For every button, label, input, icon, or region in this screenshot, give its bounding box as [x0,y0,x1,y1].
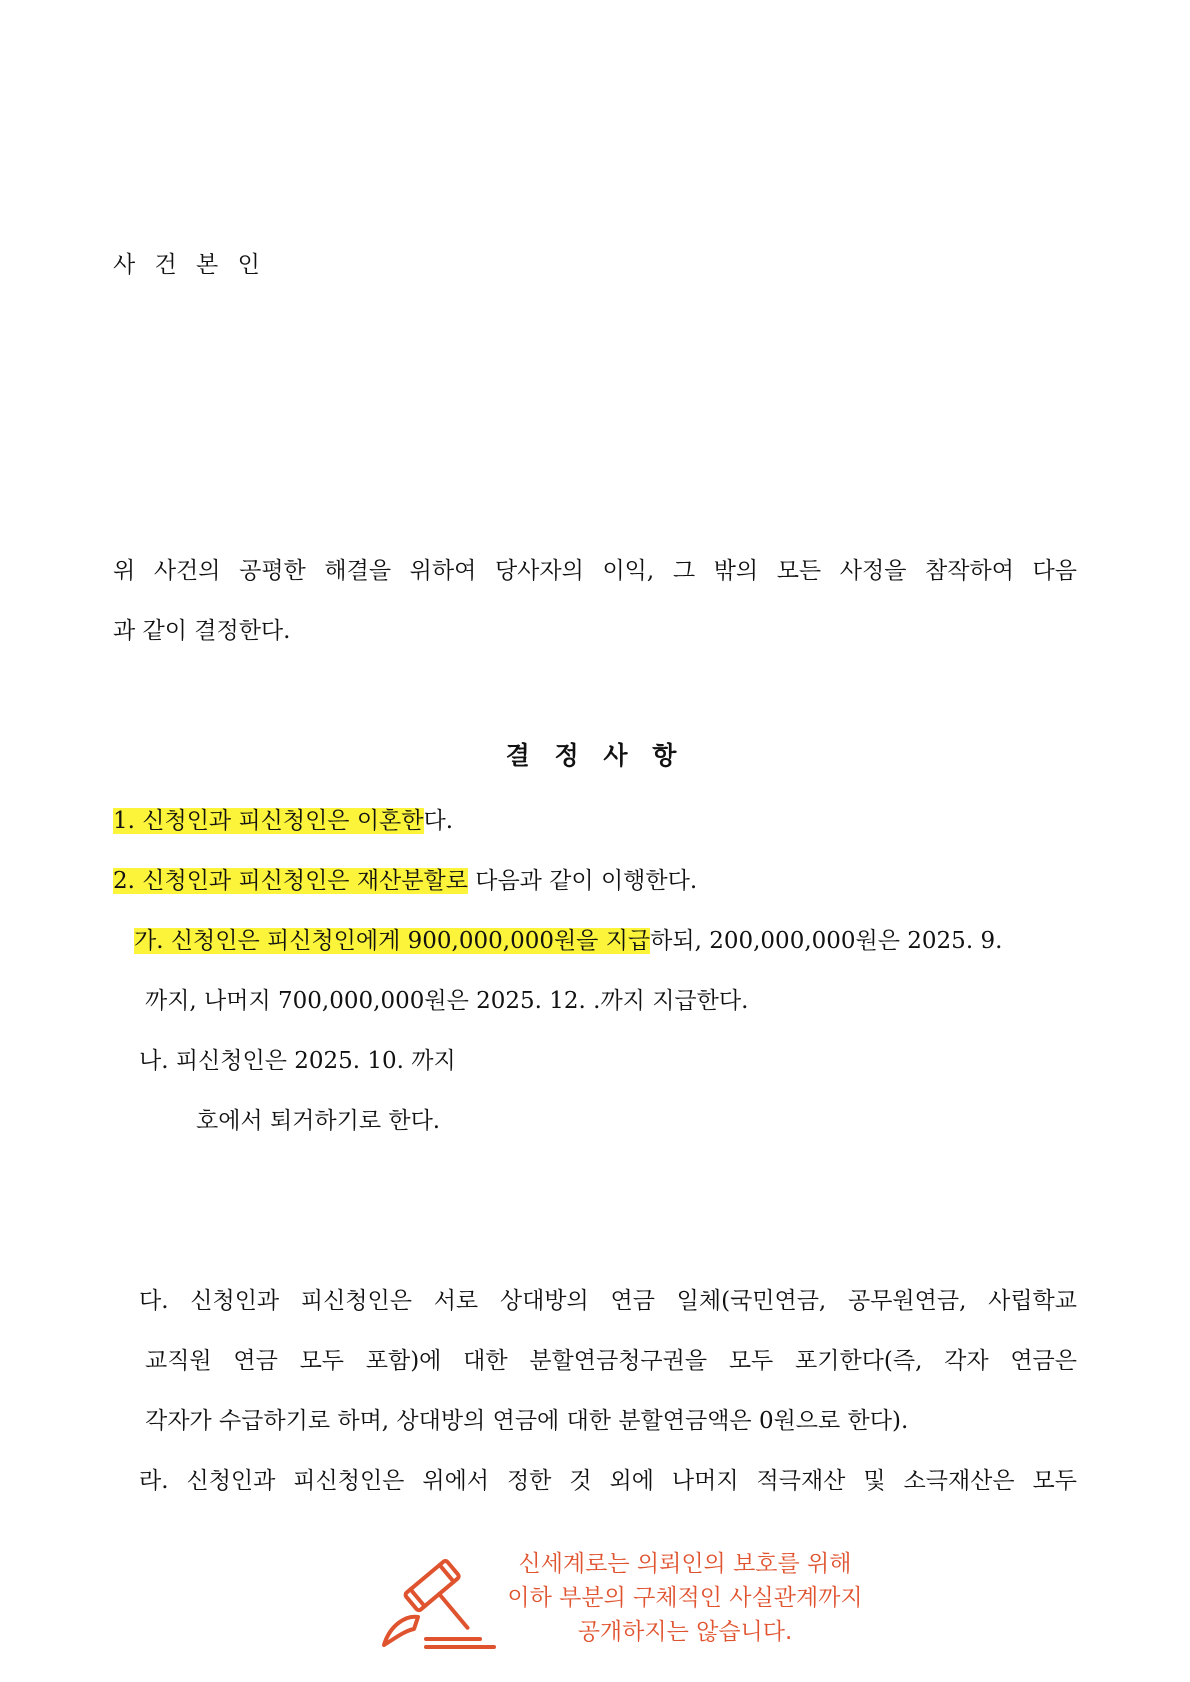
privacy-notice [370,1545,890,1655]
notice-line-2: 이하 부분의 구체적인 사실관계까지 [507,1585,863,1611]
item-ga-line-2: 까지, 나머지 700,000,000원은 2025. 12. .까지 지급한다. [145,988,749,1014]
item-ra-line-1: 라. 신청인과 피신청인은 위에서 정한 것 외에 나머지 적극재산 및 소극재산은 모두 [139,1468,1077,1494]
item-ga-rest: 하되, 200,000,000원은 2025. 9. [650,928,1003,954]
privacy-notice-text [500,1547,870,1649]
item-na-line-1: 나. 피신청인은 2025. 10. 까지 [139,1048,456,1074]
item-da-line-3: 각자가 수급하기로 하며, 상대방의 연금에 대한 분할연금액은 0원으로 한다). [145,1408,909,1434]
intro-line-1: 위 사건의 공평한 해결을 위하여 당사자의 이익, 그 밖의 모든 사정을 참작하여 다음 [113,558,1077,584]
item-ga-line-1 [134,926,1002,956]
gavel-icon [370,1545,500,1655]
decision-item-1 [113,806,453,836]
item-na-line-2: 호에서 퇴거하기로 한다. [196,1108,441,1134]
item-2-rest: 다음과 같이 이행한다. [467,868,698,894]
item-1-highlight: 1. 신청인과 피신청인은 이혼한 [113,808,424,834]
decision-item-2 [113,866,697,896]
intro-line-2: 과 같이 결정한다. [113,618,291,644]
case-subject-label: 사 건 본 인 [113,252,266,278]
notice-line-3: 공개하지는 않습니다. [577,1619,793,1645]
item-da-line-1: 다. 신청인과 피신청인은 서로 상대방의 연금 일체(국민연금, 공무원연금, 사립학교 [139,1288,1077,1314]
item-2-highlight: 2. 신청인과 피신청인은 재산분할로 [113,868,468,894]
item-ga-highlight: 가. 신청인은 피신청인에게 900,000,000원을 지급 [134,928,651,954]
item-1-rest: 다. [423,808,454,834]
item-da-line-2: 교직원 연금 모두 포함)에 대한 분할연금청구권을 모두 포기한다(즉, 각자 연금은 [145,1348,1077,1374]
notice-line-1: 신세계로는 의뢰인의 보호를 위해 [518,1551,852,1577]
decision-title: 결 정 사 항 [505,741,685,770]
